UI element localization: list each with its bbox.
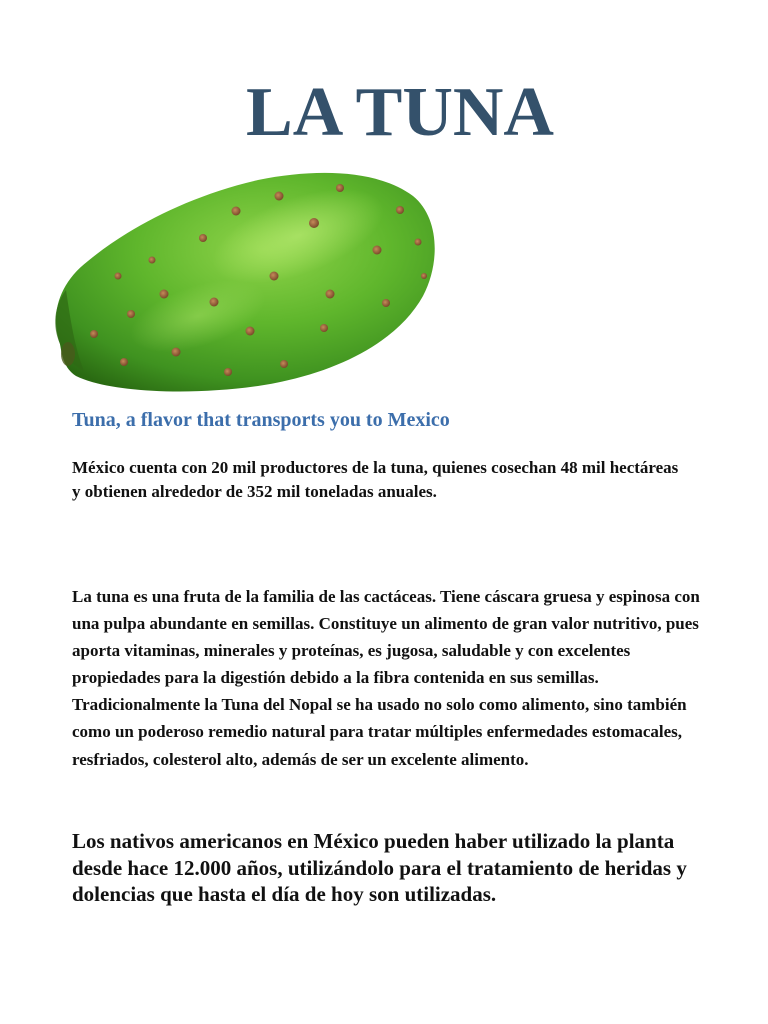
prickly-pear-image <box>48 166 440 394</box>
page-title: LA TUNA <box>246 74 554 151</box>
paragraph-description: La tuna es una fruta de la familia de las cactáceas. Tiene cáscara gruesa y espinosa con una pulpa abundante en semillas. Constituye un alimento de gran valor nutritivo, pues aporta vitaminas, minerales y proteínas, es jugosa, saludable y con excelentes propiedades para la digestión debido a la fibra contenida en sus semillas. Tradicionalmente la Tuna del Nopal se ha usado no solo como alimento, sino también como un poderoso remedio natural para tratar múltiples enfermedades estomacales, resfriados, colesterol alto, además de ser un excelente alimento. <box>72 587 700 769</box>
subtitle: Tuna, a flavor that transports you to Mexico <box>72 409 450 431</box>
paragraph-history: Los nativos americanos en México pueden haber utilizado la planta desde hace 12.000 años, utilizándolo para el tratamiento de heridas y dolencias que hasta el día de hoy son utilizadas. <box>72 829 687 906</box>
paragraph-production: México cuenta con 20 mil productores de la tuna, quienes cosechan 48 mil hectáreas y obtienen alrededor de 352 mil toneladas anuales. <box>72 458 679 501</box>
